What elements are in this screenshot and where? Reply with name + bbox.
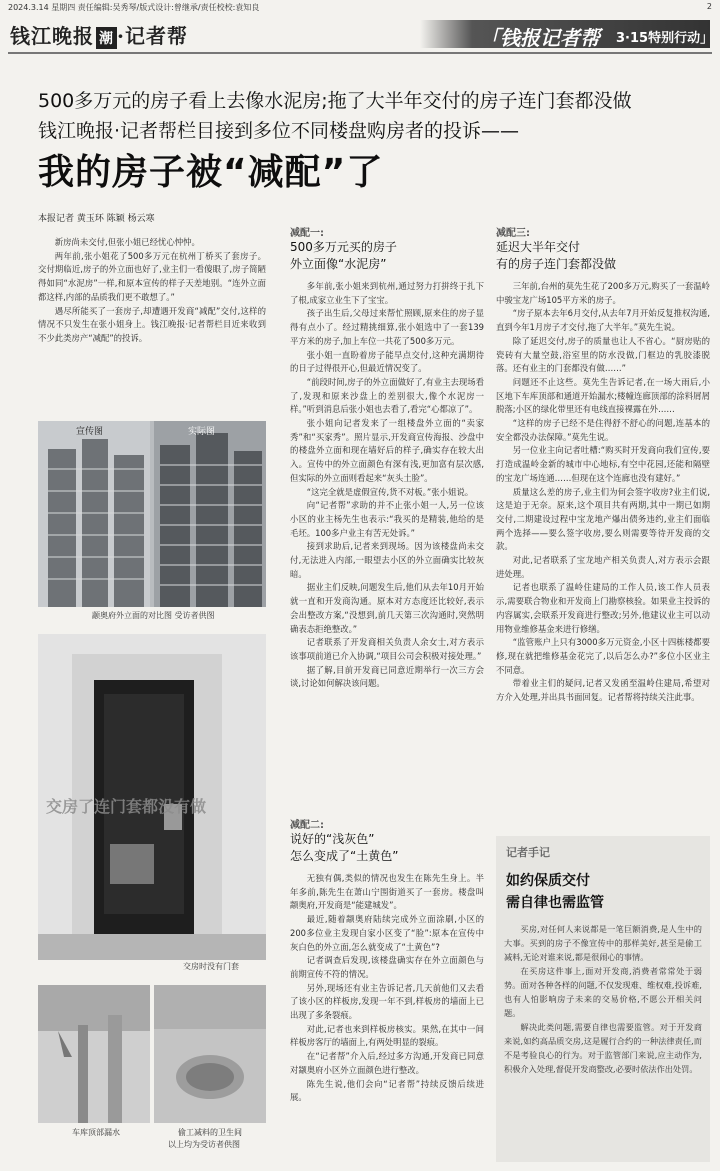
paragraph: 质量这么差的房子,业主们为何会签字收房?业主们说,这是迫于无奈。原来,这个项目共有两期,其中一期已如期交付,二期建设过程中宝龙地产爆出债务违约,业主们面临两个选择——要么签字收房,要么则需要等待开发商的交款。 [496,486,710,552]
photo3-caption: 车库顶部漏水 [72,1128,120,1137]
paragraph: “前段时间,房子的外立面做好了,有业主去现场看了,发现和原来沙盘上的差别很大,像个水泥房一样。”听到消息后张小姐也去看了,看完“心都凉了”。 [290,376,484,415]
paragraph: 另外,现场还有业主告诉记者,几天前他们又去看了该小区的样板房,发现一年不到,样板房的墙面上已出现了多条裂痕。 [290,982,484,1021]
paragraph: 陈先生说,他们会向“记者帮”持续反馈后续进展。 [290,1078,484,1103]
paragraph: 新房尚未交付,但张小姐已经忧心忡忡。 [54,237,200,247]
reporter-note [496,836,710,1162]
section-kicker: 减配三: [496,228,530,239]
section2-body [290,872,484,1105]
date-info: 2024.3.14 星期四 责任编辑:吴秀琴/版式设计:曾继承/责任校校:袁知良 [8,3,260,12]
photo2-caption: 交房时没有门套 [183,962,239,971]
main-headline: 我的房子被“减配”了 [38,152,384,193]
section3-header [496,224,616,273]
photo4-credit: 以上均为受访者供图 [168,1140,240,1149]
section-title: 说好的“浅灰色” [290,832,375,846]
section1-body [290,280,484,691]
special-action-banner [420,20,714,50]
section2-header [290,816,398,865]
intro-text [38,236,266,346]
page-number: 2 [706,2,712,11]
paragraph: 记者也联系了温岭住建局的工作人员,该工作人员表示,需要联合物业和开发商上门勘察核验。如果业主投诉的内容属实,会联系开发商进行整改;另外,他建议业主可以动用物业维修基金来进行修缮。 [496,582,710,634]
section-name: ·记者帮 [117,24,188,48]
note-body [504,922,702,1076]
paragraph: 三年前,台州的莫先生花了200多万元,购买了一套温岭中骏宝龙广场105平方米的房子。 [496,281,710,305]
paragraph: 问题还不止这些。莫先生告诉记者,在一场大雨后,小区地下车库顶部和通道开始漏水;楼幢连廊顶部的涂料屑屑脱落;小区的绿化带里还有电线直接裸露在外…… [496,376,710,415]
photo-overlay-text: 交房了连门套都没有做 [46,797,207,816]
logo-text: 钱江晚报 [10,24,94,48]
paragraph: 遇尽所能买了一套房子,却遭遇开发商“减配”交付,这样的情况不只发生在张小姐身上。钱江晚报·记者帮栏目近来收到不少此类房产“减配”的投诉。 [38,305,266,343]
paragraph: 接到求助后,记者来到现场。因为该楼盘尚未交付,无法进入内部,一眼望去小区的外立面确实比较灰暗。 [290,541,484,579]
paragraph: 买房,对任何人来说都是一笔巨额消费,是人生中的大事。买到的房子不像宣传中的那样美好,甚至是偷工减料,无论对谁来说,都是很闹心的事情。 [504,924,702,962]
headline-line1: 500多万元的房子看上去像水泥房;拖了大半年交付的房子连门套都没做 [38,90,632,112]
paragraph: 多年前,张小姐来到杭州,通过努力打拼终于扎下了根,成家立业生下了宝宝。 [290,281,484,305]
paragraph: 对此,记者联系了宝龙地产相关负责人,对方表示会跟进处理。 [496,555,710,579]
section-kicker: 减配一: [290,228,324,239]
paragraph: 对此,记者也来到样板房核实。果然,在其中一间样板房客厅的墙面上,有两处明显的裂痕。 [290,1023,484,1048]
section1-header [290,224,397,273]
section-title: 怎么变成了“土黄色” [290,849,399,863]
paragraph: 无独有偶,类似的情况也发生在陈先生身上。半年多前,陈先生在萧山宁围街道买了一套房。楼盘叫颛奥府,开发商是“能建城发”。 [290,873,484,911]
note-title-line: 如约保质交付 [506,873,590,889]
paragraph: 记者调查后发现,该楼盘确实存在外立面颜色与前期宣传不符的情况。 [290,955,484,979]
paragraph: 据业主们反映,问题发生后,他们从去年10月开始就一直和开发商沟通。原本对方态度还比较好,表示会出整改方案,“没想到,前几天第三次沟通时,突然明确表态拒绝整改。” [290,582,484,634]
paragraph: “监管账户上只有3000多万元资金,小区十四栋楼都要修,现在就把维修基金花完了,以后怎么办?”多位小区业主不同意。 [496,637,710,675]
paragraph: “这完全就是虚假宣传,货不对板。”张小姐说。 [306,486,474,497]
promo-image-label: 宣传图 [76,427,104,437]
banner-subtitle: 3·15特别行动」 [616,31,714,46]
logo-tag: 潮 [96,27,117,49]
paragraph: 向“记者帮”求助的并不止张小姐一人,另一位该小区的业主杨先生也表示:“我买的是精装,他给的是毛坯。100多户业主有苦无处诉。” [290,500,484,538]
paragraph: 在买房这件事上,面对开发商,消费者常常处于弱势。面对各种各样的问题,不仅发现难、维权难,投诉难,也有人怕影响房子未来的交易价格,不愿公开相关问题。 [504,966,702,1018]
newspaper-logo [10,20,188,49]
garage-leak-image [38,985,150,1123]
byline: 本报记者 黄玉环 陈颖 杨云寒 [38,214,155,224]
bathroom-photo [154,985,266,1123]
section3-body [496,280,710,705]
paragraph: 孩子出生后,父母过来帮忙照顾,原来住的房子显得有点小了。经过精挑细算,张小姐选中了一套139平方米的房子,加上车位一共花了500多万元。 [290,308,484,346]
facade-comparison-image [38,421,266,607]
date-line [8,2,712,13]
section-title: 延迟大半年交付 [496,240,581,254]
section-title: 500多万元买的房子 [290,240,397,254]
paragraph: 另一位业主向记者吐槽:“购买时开发商向我们宣传,要打造成温岭金新的城市中心地标,有空中花园,还能和隔壁的宝龙广场连通……但现在这个连廊也没有建好。” [496,445,710,483]
paragraph: 记者联系了开发商相关负责人余女士,对方表示该事项前道已介入协调,“项目公司会积极对接处理。” [290,637,484,661]
garage-leak-photo [38,985,150,1123]
paragraph: 两年前,张小姐花了500多万元在杭州丁桥买了套房子。交付期临近,房子的外立面也好了,业主们一看傻眼了,房子简陋得如同“水泥房”一样,和原本宣传的样子天差地别。“连外立面都这样,内部的品质我们更不敢想了。” [38,250,266,302]
masthead [8,18,712,54]
photo4-caption: 偷工减料的卫生间 [178,1128,242,1137]
note-title-line: 需自律也需监管 [506,895,604,911]
section-kicker: 减配二: [290,820,324,831]
paragraph: 解决此类问题,需要自律也需要监管。对于开发商来说,如约高品质交房,这是履行合约的一种法律责任,而不是考验良心的行为。对于监管部门来说,应主动作为,积极介入处理,督促开发商整改,必要时依法作出处罚。 [504,1022,702,1074]
paragraph: 张小姐一直盼着房子能早点交付,这种充满期待的日子过得很开心,但最近情况变了。 [290,349,484,374]
note-title [506,870,604,914]
paragraph: 最近,随着颛奥府陆续完成外立面涂刷,小区的200多位业主发现自家小区变了“脸”:原本在宣传中灰白色的外立面,怎么就变成了“土黄色”? [290,914,484,952]
bathroom-image [154,985,266,1123]
doorway-photo [38,634,266,960]
note-kicker: 记者手记 [506,846,550,859]
section-title: 外立面像“水泥房” [290,257,387,271]
paragraph: 据了解,目前开发商已同意近期举行一次三方会谈,讨论如何解决该问题。 [290,664,484,689]
actual-image-label: 实际图 [188,427,216,437]
banner-title: 「钱报记者帮 [480,26,600,50]
photo1-caption: 颛奥府外立面的对比图 受访者供图 [92,611,215,620]
paragraph: 在“记者帮”介入后,经过多方沟通,开发商已同意对颛奥府小区外立面颜色进行整改。 [290,1051,484,1075]
paragraph: 除了延迟交付,房子的质量也让人不省心。“厨房贴的瓷砖有大量空鼓,浴室里的防水没做,门框边的乳胶漆脱落。还有业主的门套都没有做……” [496,335,710,374]
paragraph: “房子原本去年6月交付,从去年7月开始反复推权沟通,直到今年1月房子才交付,拖了大半年。”莫先生说。 [496,308,710,333]
paragraph: “这样的房子已经不是住得舒不舒心的问题,连基本的安全都没办法保障。”莫先生说。 [496,418,710,442]
paragraph: 张小姐向记者发来了一组楼盘外立面的“卖家秀”和“买家秀”。照片显示,开发商宣传海报、沙盘中的楼盘外立面和现在墙好后的样子,确实存在较大出入。宣传中的外立面颜色有深有浅,更加富有层次感,但实际的外立面则看起来“灰头土脸”。 [290,418,484,483]
paragraph: 带着业主们的疑问,记者又发函至温岭住建局,希望对方介入处理,并出具书面回复。记者帮将持续关注此事。 [496,678,710,703]
headline-line2: 钱江晚报·记者帮栏目接到多位不同楼盘购房者的投诉—— [38,120,520,142]
facade-comparison-photo [38,421,266,607]
section-title: 有的房子连门套都没做 [496,257,617,271]
